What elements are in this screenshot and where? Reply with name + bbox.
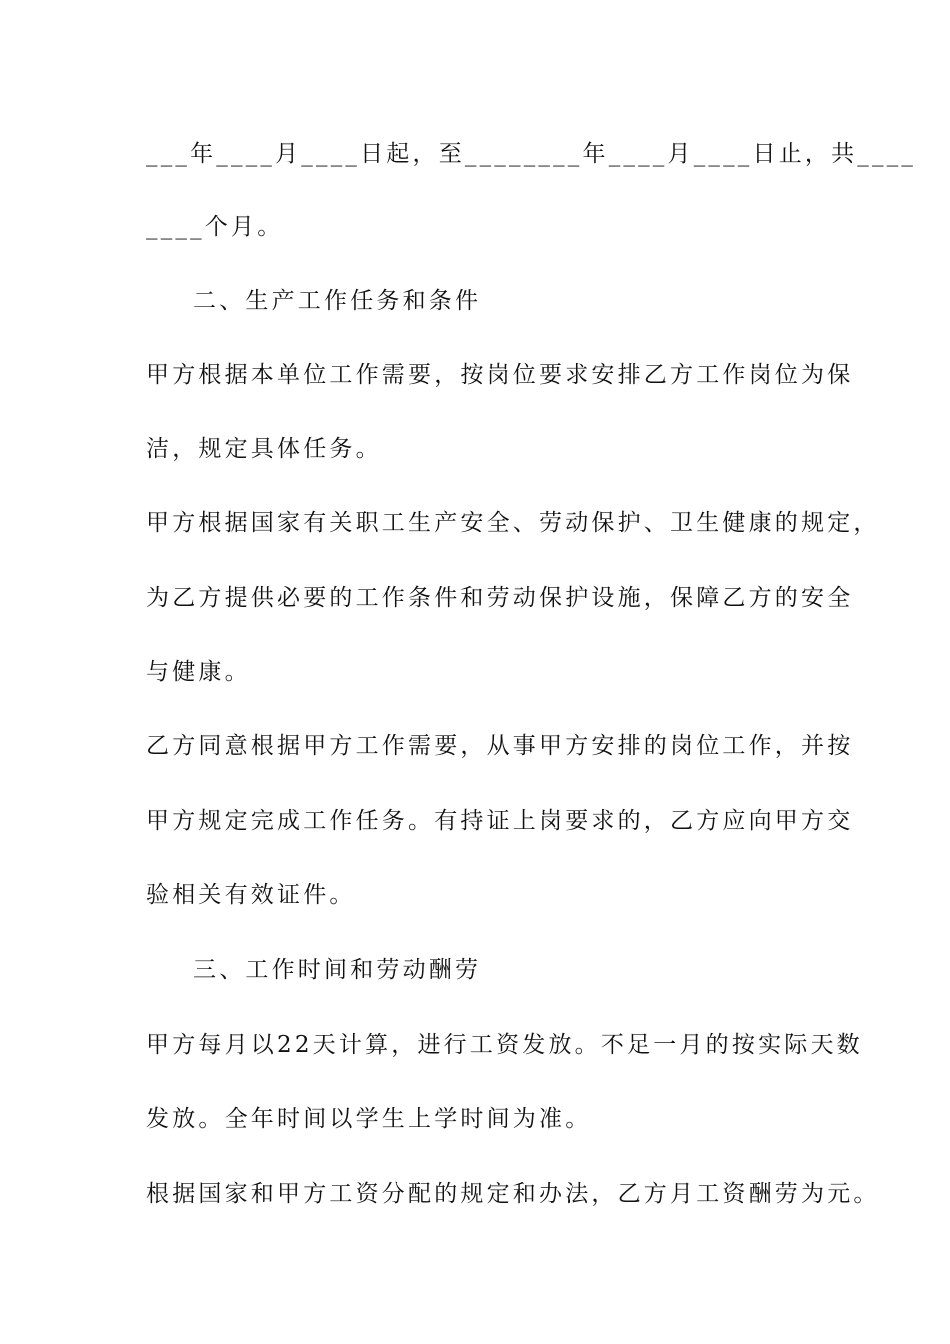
paragraph-line: 甲方根据本单位工作需要，按岗位要求安排乙方工作岗位为保: [146, 362, 854, 388]
paragraph-line: 为乙方提供必要的工作条件和劳动保护设施，保障乙方的安全: [146, 585, 854, 611]
paragraph-line: 发放。全年时间以学生上学时间为准。: [146, 1106, 592, 1132]
contract-period-line: ___年____月____日起，至________年____月____日止，共____: [146, 141, 917, 167]
paragraph-line: 与健康。: [146, 659, 251, 685]
paragraph-line: 甲方每月以22天计算，进行工资发放。不足一月的按实际天数: [146, 1032, 863, 1058]
paragraph-line: 乙方同意根据甲方工作需要，从事甲方安排的岗位工作，并按: [146, 733, 854, 759]
paragraph-line: 洁，规定具体任务。: [146, 436, 382, 462]
paragraph-line: 根据国家和甲方工资分配的规定和办法，乙方月工资酬劳为元。: [146, 1181, 880, 1207]
section-heading-2: 二、生产工作任务和条件: [193, 288, 482, 314]
contract-period-months-line: ____个月。: [146, 214, 284, 240]
paragraph-line: 甲方规定完成工作任务。有持证上岗要求的，乙方应向甲方交: [146, 808, 854, 834]
section-heading-3: 三、工作时间和劳动酬劳: [193, 957, 482, 983]
paragraph-line: 验相关有效证件。: [146, 882, 356, 908]
paragraph-line: 甲方根据国家有关职工生产安全、劳动保护、卫生健康的规定，: [146, 510, 880, 536]
